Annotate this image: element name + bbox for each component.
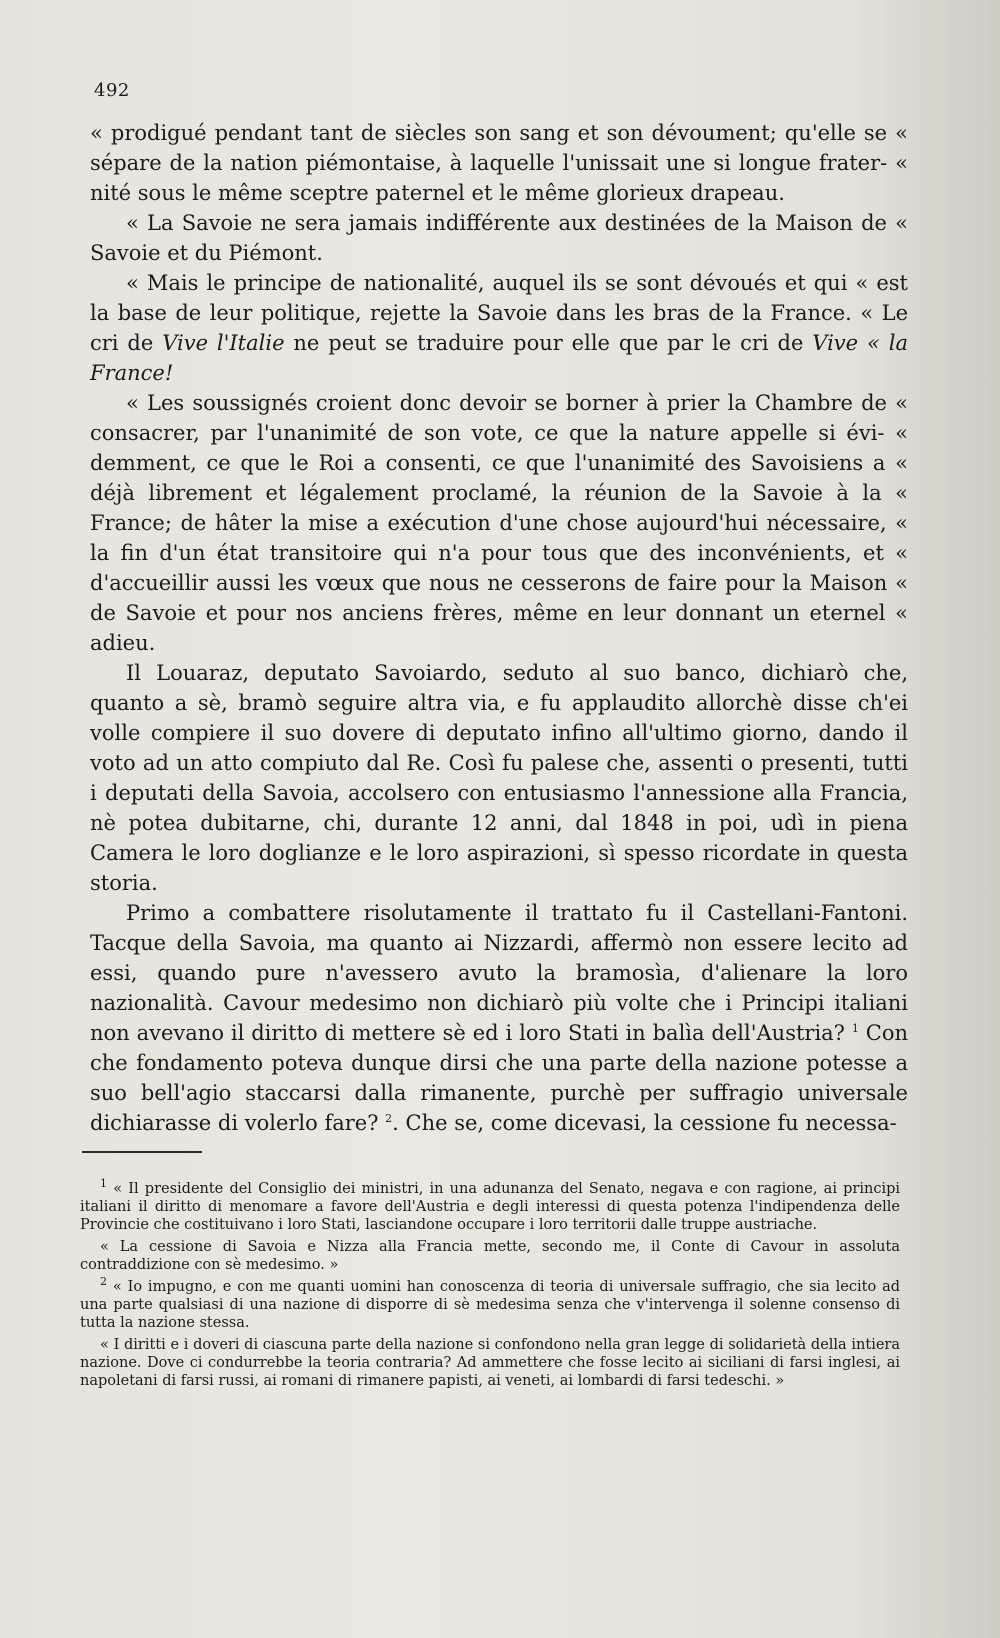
italic-phrase: Vive « la France! xyxy=(90,331,908,385)
paragraph-text: . Che se, come dicevasi, la cessione fu necessa- xyxy=(392,1111,897,1135)
paragraph-quote-continued: « prodigué pendant tant de siècles son sang et son dévoument; qu'elle se « sépare de la nation piémontaise, à laquelle l'unissait une si longue frater- « nité sous le même sceptre paternel et le même glorieux drapeau. xyxy=(90,121,908,205)
footnote xyxy=(80,1238,900,1274)
footnotes xyxy=(80,1177,901,1394)
paragraph-quote-soussignes: « Les soussignés croient donc devoir se borner à prier la Chambre de « consacrer, par l'unanimité de son vote, ce que la nature appelle si évi- « demment, ce que le Roi a consenti, ce que l'unanimité des Savoisiens a « déjà librement et légalement proclamé, la réunion de la Savoie à la « France; de hâter la mise a exécution d'une chose aujourd'hui nécessaire, « la fin d'un état transitoire qui n'a pour tous que des inconvénients, et « d'accueillir aussi les vœux que nous ne cesserons de faire pour la Maison « de Savoie et pour nos anciens frères, même en leur donnant un eternel « adieu. xyxy=(90,391,908,655)
footnote-marker: 1 xyxy=(100,1177,107,1191)
paragraph-text: Con che fondamento poteva dunque dirsi che una parte della nazione potesse a suo bell'agio staccarsi dalla rimanente, purchè per suffragio universale dichiarasse di volerlo fare? xyxy=(90,1021,908,1135)
footnote-text: « La cessione di Savoia e Nizza alla Francia mette, secondo me, il Conte di Cavour in assoluta contraddizione con sè medesimo. » xyxy=(80,1239,900,1273)
footnote xyxy=(80,1275,900,1332)
paragraph-quote-savoie: « La Savoie ne sera jamais indifférente aux destinées de la Maison de « Savoie et du Piémont. xyxy=(90,211,908,265)
paragraph-text: « Mais le principe de nationalité, auquel ils se sont dévoués et qui « est la base de leur politique, rejette la Savoie dans les bras de la France. « Le cri de xyxy=(90,271,908,355)
italic-phrase: Vive l'Italie xyxy=(162,331,285,355)
paragraph-quote-nationalite xyxy=(90,268,908,388)
paragraph-text: ne peut se traduire pour elle que par le cri de xyxy=(284,331,813,355)
paragraph-castellani xyxy=(90,898,908,1138)
footnote-divider xyxy=(82,1151,202,1153)
footnote xyxy=(80,1177,901,1234)
main-text xyxy=(90,118,908,1138)
footnote-text: « I diritti e i doveri di ciascuna parte della nazione si confondono nella gran legge di solidarietà della intiera nazione. Dove ci condurrebbe la teoria contraria? Ad ammettere che fosse lecito ai siciliani di farsi inglesi, ai napoletani di farsi russi, ai romani di rimanere papisti, ai veneti, ai lombardi di farsi tedeschi. » xyxy=(80,1337,900,1389)
page-number: 492 xyxy=(94,80,130,101)
footnote-ref[interactable]: 1 xyxy=(851,1022,859,1035)
footnote-text: « Io impugno, e con me quanti uomini han conoscenza di teoria di universale suffragio, che sia lecito ad una parte qualsiasi di una nazione di disporre di sè medesima senza che v'intervenga il solenne consenso di tutta la nazione stessa. xyxy=(80,1279,900,1331)
footnote-marker: 2 xyxy=(100,1275,107,1289)
footnote-text: « Il presidente del Consiglio dei ministri, in una adunanza del Senato, negava e con ragione, ai principi italiani il diritto di menomare a favore dell'Austria e degli interessi di questa potenza l'indipendenza delle Provincie che costituivano i loro Stati, lasciandone occupare i loro territorii dalle truppe austriache. xyxy=(80,1181,901,1233)
footnote xyxy=(80,1336,900,1390)
paragraph-text: Primo a combattere risolutamente il trattato fu il Castellani-Fantoni. Tacque della Savoia, ma quanto ai Nizzardi, affermò non essere lecito ad essi, quando pure n'avessero avuto la bramosìa, d'alienare la loro nazionalità. Cavour medesimo non dichiarò più volte che i Principi italiani non avevano il diritto di mettere sè ed i loro Stati in balìa dell'Austria? xyxy=(90,901,908,1045)
footnote-ref[interactable]: 2 xyxy=(385,1112,393,1125)
paragraph-louaraz: Il Louaraz, deputato Savoiardo, seduto al suo banco, dichiarò che, quanto a sè, bramò seguire altra via, e fu applaudito allorchè disse ch'ei volle compiere il suo dovere di deputato infino all'ultimo giorno, dando il voto ad un atto compiuto dal Re. Così fu palese che, assenti o presenti, tutti i deputati della Savoia, accolsero con entusiasmo l'annessione alla Francia, nè potea dubitarne, chi, durante 12 anni, dal 1848 in poi, udì in piena Camera le loro doglianze e le loro aspirazioni, sì spesso ricordate in questa storia. xyxy=(90,661,908,895)
